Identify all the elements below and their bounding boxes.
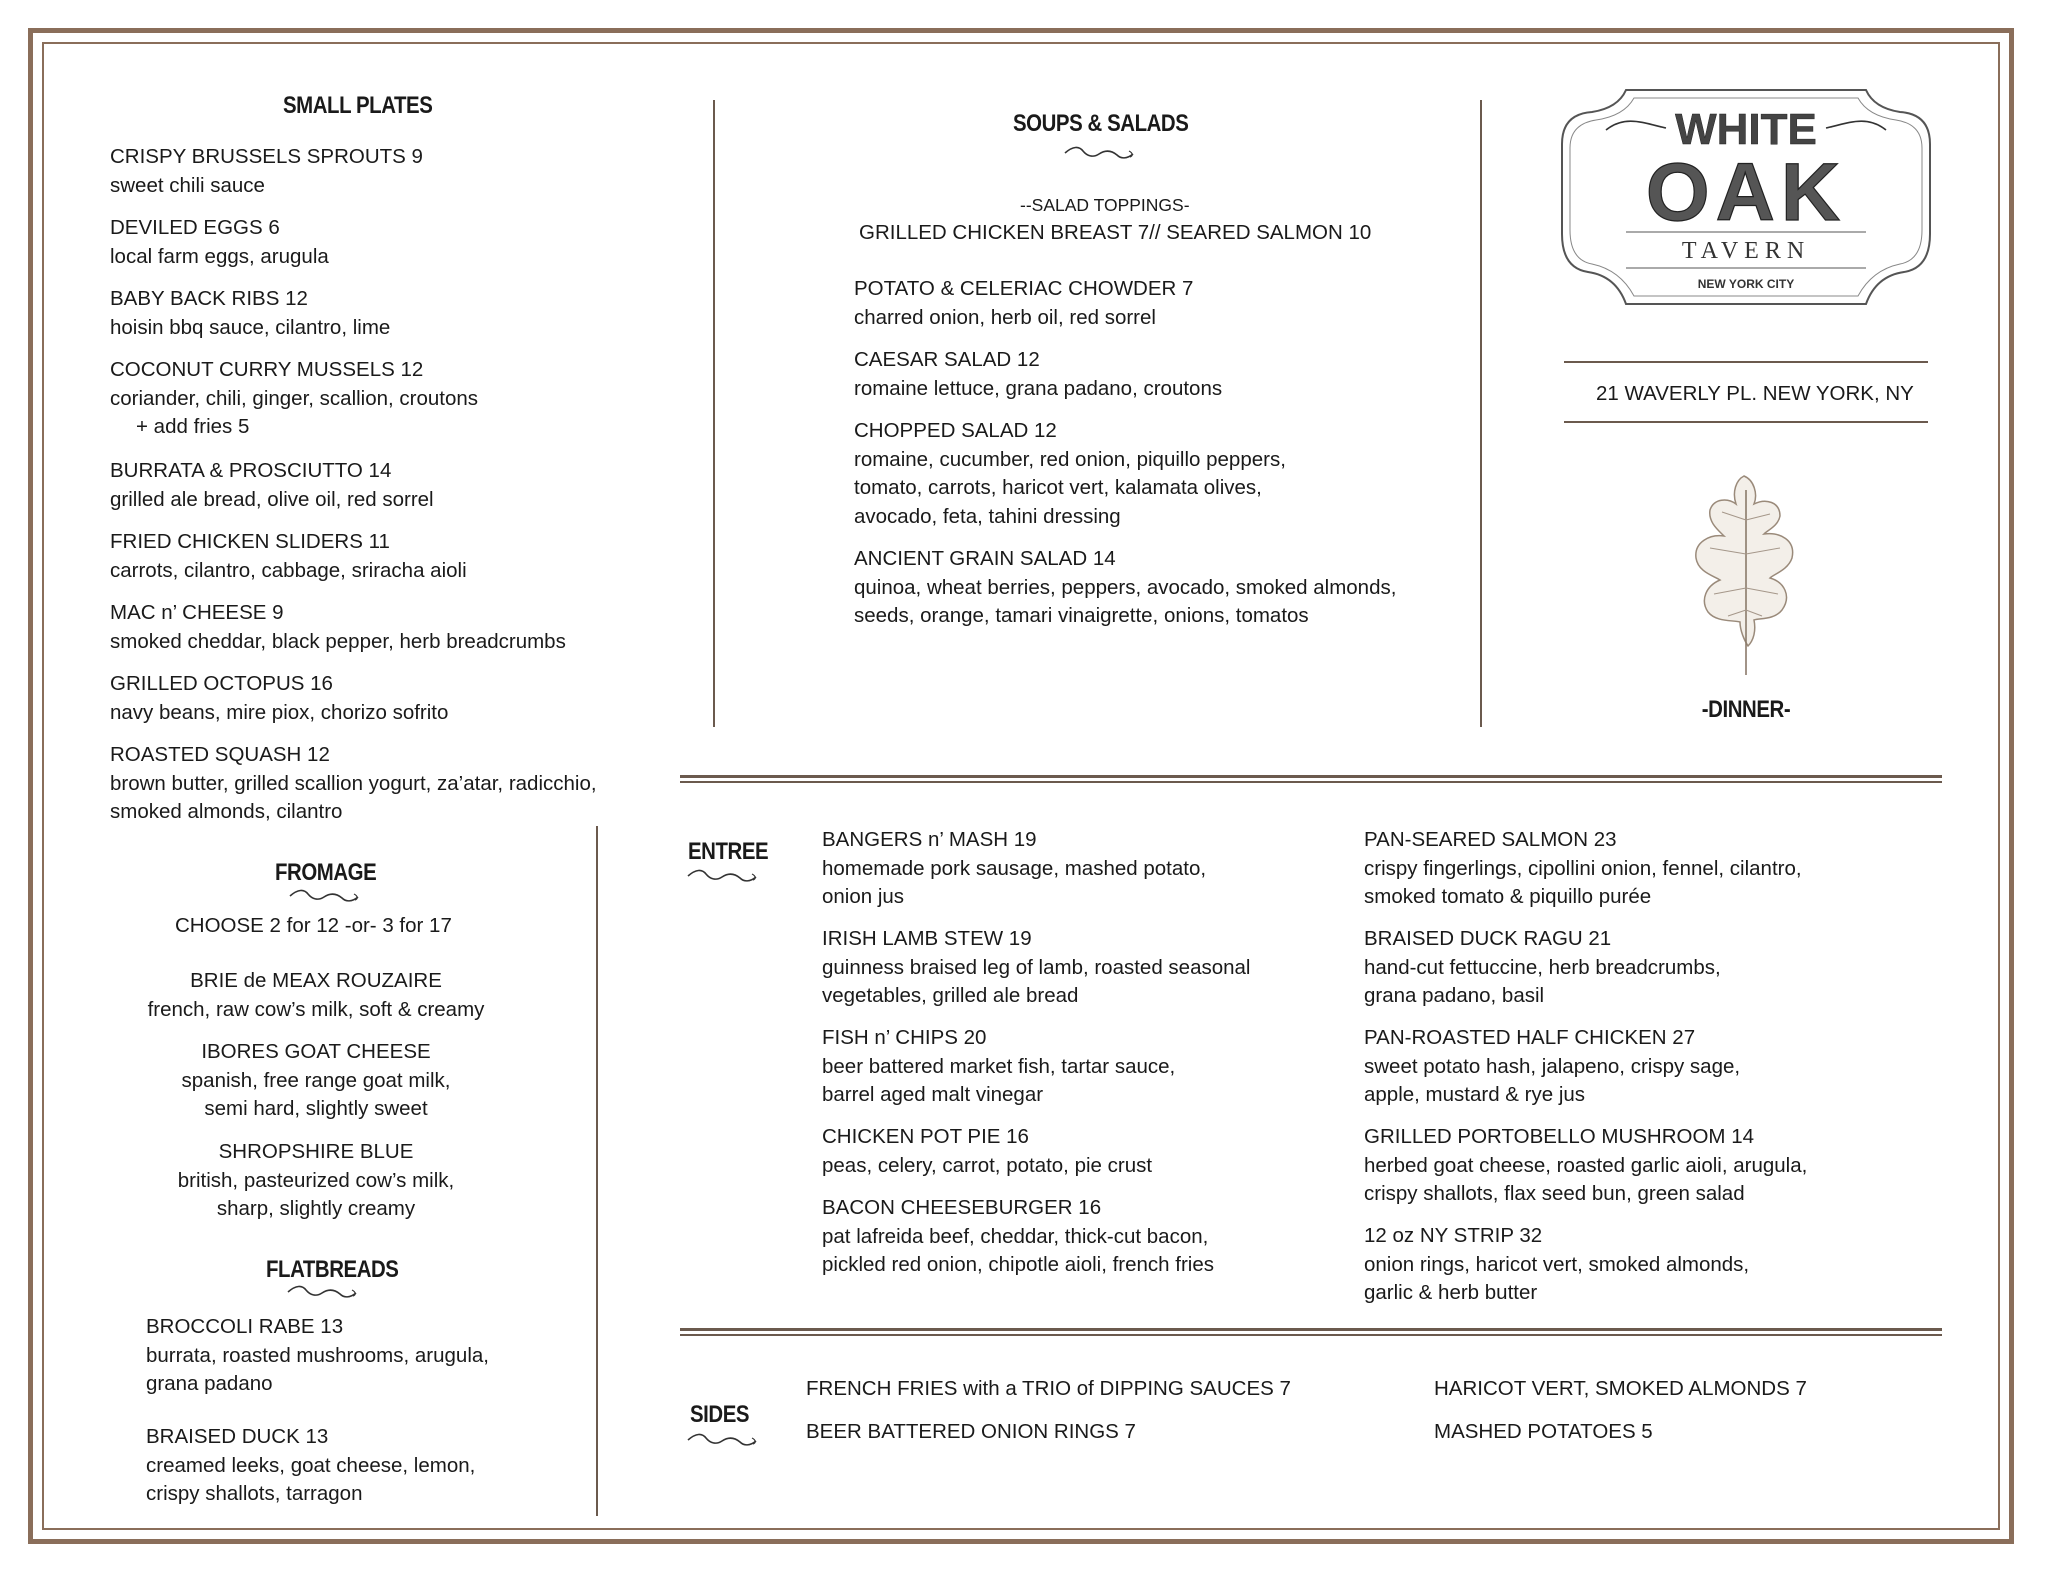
section-title-fromage: FROMAGE xyxy=(275,859,377,886)
menu-item-name: MAC n’ CHEESE 9 xyxy=(110,601,284,624)
menu-item xyxy=(116,1038,516,1124)
menu-item-name: GRILLED PORTOBELLO MUSHROOM 14 xyxy=(1364,1125,1754,1148)
menu-item-description: sweet potato hash, jalapeno, crispy sage, xyxy=(1364,1054,1741,1078)
menu-item-description: onion jus xyxy=(822,885,905,908)
menu-item-name: BRAISED DUCK RAGU 21 xyxy=(1364,927,1612,950)
menu-item xyxy=(822,1194,1214,1280)
menu-item-description: sharp, slightly creamy xyxy=(216,1197,416,1220)
menu-item xyxy=(854,545,1396,631)
swash-ornament-icon xyxy=(288,888,360,906)
rule-above-entree xyxy=(680,775,1942,783)
menu-item xyxy=(110,356,478,442)
side-item: MASHED POTATOES 5 xyxy=(1434,1420,1653,1443)
menu-item xyxy=(1364,826,1802,912)
menu-item-description: tomato, carrots, haricot vert, kalamata olives, xyxy=(854,476,1262,499)
menu-item-description: french, raw cow’s milk, soft & creamy xyxy=(147,997,485,1021)
menu-item-name: PAN-SEARED SALMON 23 xyxy=(1364,828,1617,851)
menu-item xyxy=(854,346,1222,403)
menu-item-description: grana padano xyxy=(146,1372,273,1395)
menu-item-description: smoked cheddar, black pepper, herb breadcrumbs xyxy=(110,629,566,653)
menu-item-name: BANGERS n’ MASH 19 xyxy=(822,828,1037,851)
white-oak-tavern-logo xyxy=(1556,84,1936,310)
menu-item-name: ROASTED SQUASH 12 xyxy=(110,743,330,766)
menu-item-description: british, pasteurized cow’s milk, xyxy=(177,1168,455,1192)
menu-item-name: ANCIENT GRAIN SALAD 14 xyxy=(854,547,1116,570)
menu-item-description: carrots, cilantro, cabbage, sriracha aioli xyxy=(110,558,467,582)
menu-item-name: COCONUT CURRY MUSSELS 12 xyxy=(110,358,424,381)
menu-item-description: navy beans, mire piox, chorizo sofrito xyxy=(110,700,449,724)
menu-item xyxy=(110,143,423,200)
salad-toppings-title: --SALAD TOPPINGS- xyxy=(1020,195,1190,215)
menu-item-name: PAN-ROASTED HALF CHICKEN 27 xyxy=(1364,1026,1696,1049)
menu-item-name: DEVILED EGGS 6 xyxy=(110,216,280,239)
menu-item-description: beer battered market fish, tartar sauce, xyxy=(822,1054,1176,1078)
menu-item xyxy=(146,1313,489,1399)
menu-item xyxy=(854,275,1193,332)
menu-item-name: CAESAR SALAD 12 xyxy=(854,348,1040,371)
menu-item-description: pat lafreida beef, cheddar, thick-cut bacon, xyxy=(822,1224,1209,1248)
menu-item xyxy=(1364,1222,1749,1308)
menu-item-name: BACON CHEESEBURGER 16 xyxy=(822,1196,1102,1219)
section-title-sides: SIDES xyxy=(690,1401,750,1428)
menu-item-description: guinness braised leg of lamb, roasted seasonal xyxy=(822,955,1251,979)
menu-item xyxy=(822,826,1206,912)
menu-item-description: avocado, feta, tahini dressing xyxy=(854,504,1121,528)
menu-item-description: peas, celery, carrot, potato, pie crust xyxy=(822,1153,1153,1177)
menu-item-description: romaine lettuce, grana padano, croutons xyxy=(854,376,1223,400)
menu-item xyxy=(822,1024,1175,1110)
menu-item-description: herbed goat cheese, roasted garlic aioli, arugula, xyxy=(1364,1153,1808,1177)
menu-item-description: semi hard, slightly sweet xyxy=(204,1097,428,1120)
menu-item-description: apple, mustard & rye jus xyxy=(1364,1083,1586,1106)
menu-item-description: garlic & herb butter xyxy=(1364,1281,1538,1304)
menu-item xyxy=(110,670,448,727)
menu-item xyxy=(146,1423,475,1509)
menu-item xyxy=(116,1138,516,1224)
logo-line-oak: OAK xyxy=(1645,147,1847,238)
menu-item-description: brown butter, grilled scallion yogurt, za’atar, radicchio, xyxy=(110,771,597,795)
menu-item-name: 12 oz NY STRIP 32 xyxy=(1364,1224,1543,1247)
menu-item-name: SHROPSHIRE BLUE xyxy=(218,1140,414,1163)
menu-item-addon: + add fries 5 xyxy=(136,415,250,438)
menu-item xyxy=(822,925,1251,1011)
menu-item-description: sweet chili sauce xyxy=(110,173,265,197)
menu-item xyxy=(110,599,566,656)
menu-item-name: BRAISED DUCK 13 xyxy=(146,1425,329,1448)
address-rule-top xyxy=(1564,361,1928,363)
menu-item-name: CHICKEN POT PIE 16 xyxy=(822,1125,1029,1148)
menu-item-name: BABY BACK RIBS 12 xyxy=(110,287,308,310)
rule-above-sides xyxy=(680,1328,1942,1336)
section-title-soups-salads: SOUPS & SALADS xyxy=(1013,110,1189,137)
side-item: FRENCH FRIES with a TRIO of DIPPING SAUCES 7 xyxy=(806,1377,1291,1400)
salad-toppings-list: GRILLED CHICKEN BREAST 7// SEARED SALMON 10 xyxy=(859,221,1372,244)
swash-ornament-icon xyxy=(686,1432,758,1450)
menu-item xyxy=(110,285,390,342)
menu-item-name: FRIED CHICKEN SLIDERS 11 xyxy=(110,530,390,553)
divider-small-plates-soups xyxy=(713,100,715,727)
menu-item-description: burrata, roasted mushrooms, arugula, xyxy=(146,1343,489,1367)
menu-item-description: spanish, free range goat milk, xyxy=(181,1068,451,1092)
menu-item-description: crispy shallots, tarragon xyxy=(146,1482,363,1505)
menu-item-description: barrel aged malt vinegar xyxy=(822,1083,1044,1106)
menu-item-name: BROCCOLI RABE 13 xyxy=(146,1315,344,1338)
menu-item-name: BRIE de MEAX ROUZAIRE xyxy=(190,969,442,992)
address-rule-bottom xyxy=(1564,421,1928,423)
menu-item-description: vegetables, grilled ale bread xyxy=(822,984,1079,1007)
section-title-entree: ENTREE xyxy=(688,838,769,865)
menu-item xyxy=(1364,1024,1740,1110)
menu-item-description: seeds, orange, tamari vinaigrette, onions, tomatos xyxy=(854,604,1309,627)
menu-item-name: CHOPPED SALAD 12 xyxy=(854,419,1057,442)
menu-item xyxy=(1364,1123,1807,1209)
logo-line-white: WHITE xyxy=(1675,105,1817,154)
fromage-choose-text: CHOOSE 2 for 12 -or- 3 for 17 xyxy=(175,914,452,937)
menu-item-description: onion rings, haricot vert, smoked almonds, xyxy=(1364,1252,1750,1276)
menu-item xyxy=(110,741,597,827)
menu-item xyxy=(110,457,434,514)
menu-item-description: quinoa, wheat berries, peppers, avocado, smoked almonds, xyxy=(854,575,1397,599)
swash-ornament-icon xyxy=(686,868,758,886)
divider-soups-brand xyxy=(1480,100,1482,727)
menu-item-description: smoked tomato & piquillo purée xyxy=(1364,885,1652,908)
side-item: BEER BATTERED ONION RINGS 7 xyxy=(806,1420,1136,1443)
side-item: HARICOT VERT, SMOKED ALMONDS 7 xyxy=(1434,1377,1807,1400)
menu-item xyxy=(110,214,329,271)
menu-item-name: IBORES GOAT CHEESE xyxy=(201,1040,431,1063)
logo-line-nyc: NEW YORK CITY xyxy=(1697,277,1795,291)
menu-item-description: romaine, cucumber, red onion, piquillo peppers, xyxy=(854,447,1286,471)
menu-item-description: grilled ale bread, olive oil, red sorrel xyxy=(110,487,434,511)
menu-item xyxy=(116,967,516,1024)
menu-item xyxy=(1364,925,1721,1011)
section-title-small-plates: SMALL PLATES xyxy=(283,92,433,119)
menu-item xyxy=(822,1123,1152,1180)
menu-item-description: local farm eggs, arugula xyxy=(110,244,329,268)
menu-item-description: coriander, chili, ginger, scallion, croutons xyxy=(110,386,479,410)
menu-item xyxy=(854,417,1286,531)
menu-item-description: crispy fingerlings, cipollini onion, fennel, cilantro, xyxy=(1364,856,1802,880)
menu-item-name: BURRATA & PROSCIUTTO 14 xyxy=(110,459,392,482)
menu-item-description: grana padano, basil xyxy=(1364,984,1545,1007)
menu-item-name: IRISH LAMB STEW 19 xyxy=(822,927,1032,950)
swash-ornament-icon xyxy=(1063,145,1135,163)
menu-item-name: FISH n’ CHIPS 20 xyxy=(822,1026,987,1049)
swash-ornament-icon xyxy=(286,1284,358,1302)
menu-item-description: pickled red onion, chipotle aioli, french fries xyxy=(822,1253,1214,1276)
menu-item-description: creamed leeks, goat cheese, lemon, xyxy=(146,1453,476,1477)
divider-fromage-entree xyxy=(596,826,598,1516)
section-title-flatbreads: FLATBREADS xyxy=(266,1256,399,1283)
menu-item-description: smoked almonds, cilantro xyxy=(110,800,343,823)
menu-item-name: POTATO & CELERIAC CHOWDER 7 xyxy=(854,277,1194,300)
menu-item-description: homemade pork sausage, mashed potato, xyxy=(822,856,1207,880)
menu-item-name: GRILLED OCTOPUS 16 xyxy=(110,672,333,695)
restaurant-address: 21 WAVERLY PL. NEW YORK, NY xyxy=(1596,382,1914,405)
menu-item-description: charred onion, herb oil, red sorrel xyxy=(854,305,1156,329)
oak-leaf-icon xyxy=(1684,470,1806,680)
logo-line-tavern: TAVERN xyxy=(1681,238,1811,264)
menu-item-name: CRISPY BRUSSELS SPROUTS 9 xyxy=(110,145,423,168)
meal-label-dinner: -DINNER- xyxy=(1701,696,1791,723)
menu-item-description: hoisin bbq sauce, cilantro, lime xyxy=(110,315,391,339)
menu-item-description: crispy shallots, flax seed bun, green salad xyxy=(1364,1182,1745,1205)
menu-item xyxy=(110,528,467,585)
menu-item-description: hand-cut fettuccine, herb breadcrumbs, xyxy=(1364,955,1721,979)
